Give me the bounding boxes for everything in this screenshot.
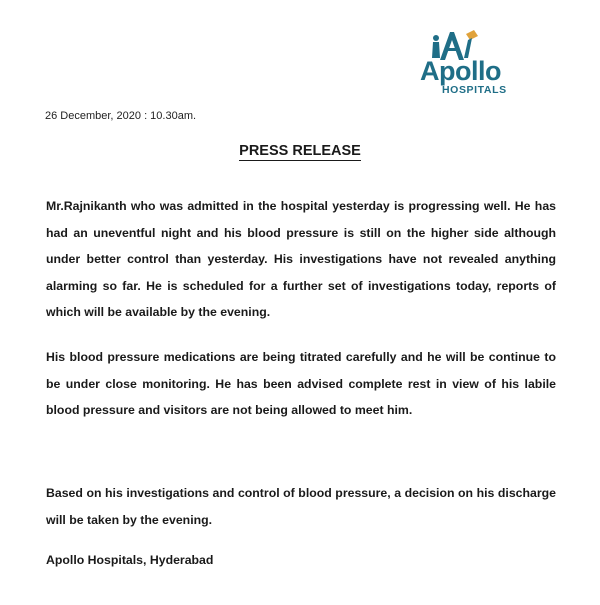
paragraph-3: Based on his investigations and control of blood pressure, a decision on his discharge will be taken by the evening. <box>46 486 556 527</box>
release-date: 26 December, 2020 : 10.30am. <box>45 110 197 122</box>
logo-subtitle: HOSPITALS <box>442 84 507 96</box>
signature: Apollo Hospitals, Hyderabad <box>46 553 214 567</box>
apollo-logo <box>418 28 528 98</box>
document-title-text: PRESS RELEASE <box>239 143 361 159</box>
document-title <box>0 143 600 159</box>
paragraph-2: His blood pressure medications are being titrated carefully and he will be continue to be under close monitoring. He has been advised complete rest in view of his labile blood pressure and visitors are not being allowed to meet him. <box>46 350 556 418</box>
paragraph-1: Mr.Rajnikanth who was admitted in the hospital yesterday is progressing well. He has had an uneventful night and his blood pressure is still on the higher side although under better control than yesterday. His investigations have not revealed anything alarming so far. He is scheduled for a further set of investigations today, reports of which will be available by the evening. <box>46 199 556 320</box>
logo-name: Apollo <box>420 56 501 86</box>
